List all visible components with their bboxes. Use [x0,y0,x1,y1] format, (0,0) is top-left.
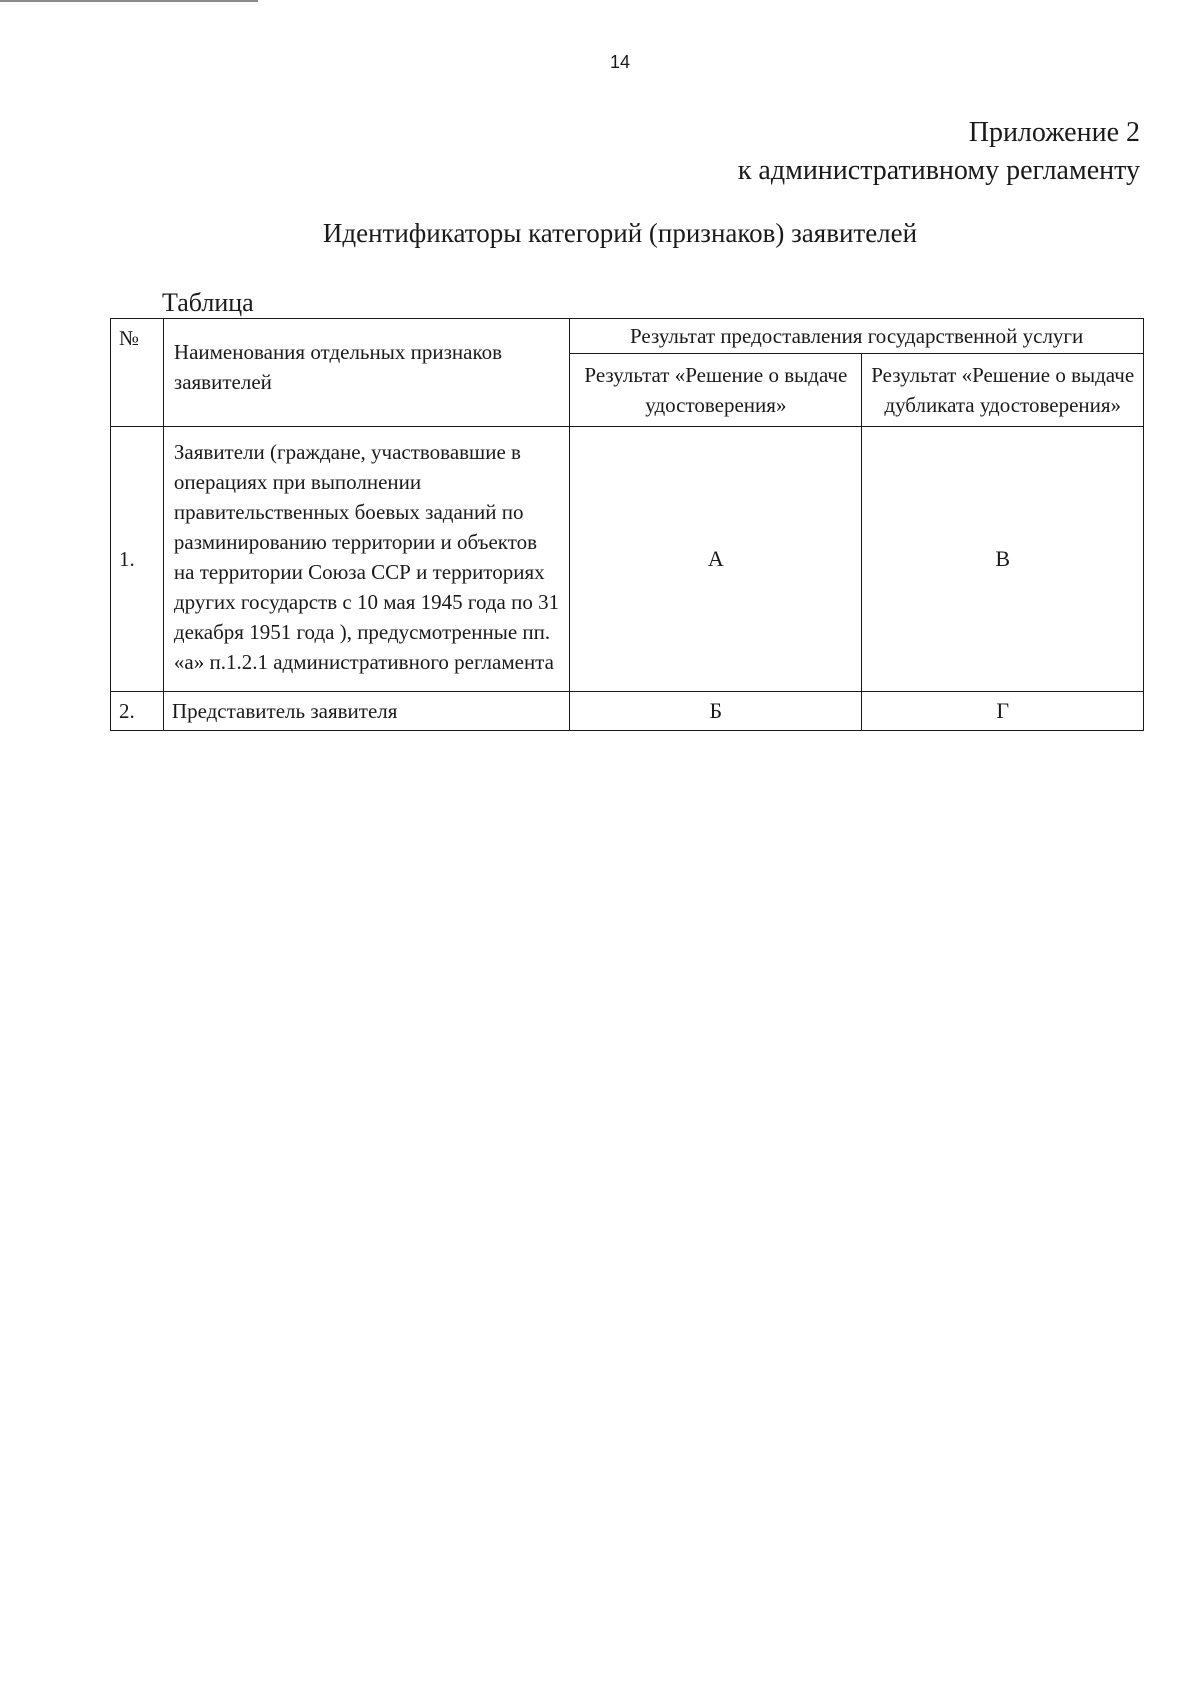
appendix-line-1: Приложение 2 [968,117,1140,148]
document-title: Идентификаторы категорий (признаков) заявителей [322,218,918,248]
table-row [111,427,1144,692]
scan-edge-line [0,0,258,2]
table-caption: Таблица [162,288,254,317]
row-number: 1. [111,427,164,692]
identifiers-table [110,318,1144,731]
row-result-2: В [862,427,1144,692]
row-result-1: А [570,427,862,692]
row-result-1: Б [570,692,862,731]
row-number: 2. [111,692,164,731]
row-name: Представитель заявителя [163,692,569,731]
table-row [111,692,1144,731]
header-result-group: Результат предоставления государственной услуги [570,319,1144,354]
header-result-2: Результат «Решение о выдаче дубликата удостоверения» [862,354,1144,427]
table-header-row [111,319,1144,354]
page-number: 14 [609,52,631,72]
appendix-header [738,114,1140,190]
header-result-1: Результат «Решение о выдаче удостоверения» [570,354,862,427]
appendix-line-2: к административному регламенту [737,155,1140,186]
row-name: Заявители (граждане, участвовавшие в операциях при выполнении правительственных боевых заданий по разминированию территории и объектов на территории Союза ССР и территориях других государств с 10 мая 1945 года по 31 декабря 1951 года ), предусмотренные пп. «а» п.1.2.1 административного регламента [163,427,569,692]
header-number: № [111,319,164,427]
header-name: Наименования отдельных признаков заявителей [163,319,569,427]
row-result-2: Г [862,692,1144,731]
